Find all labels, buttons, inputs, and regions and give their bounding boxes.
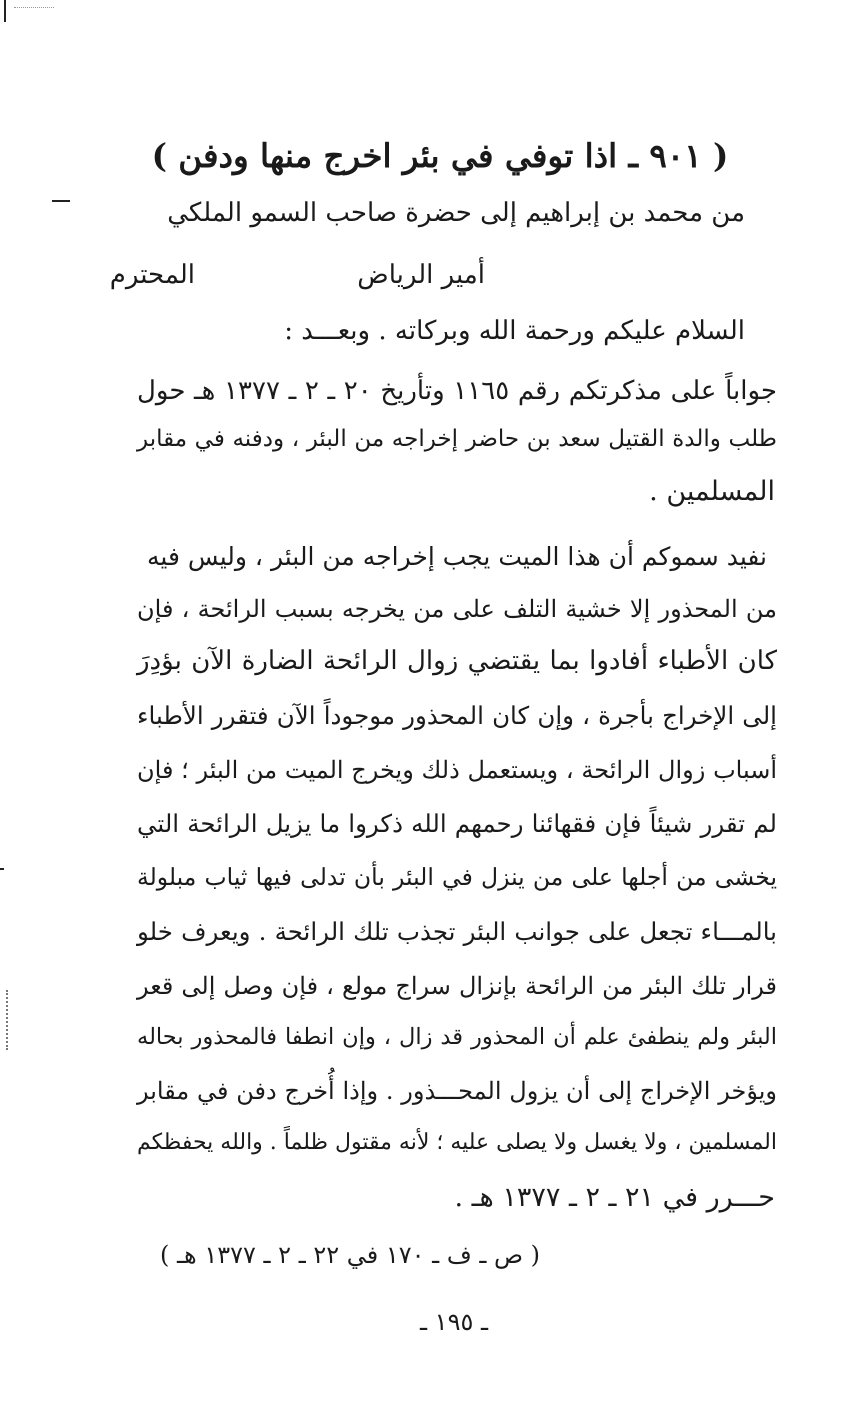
paragraph2-line: يخشى من أجلها على من ينزل في البئر بأن تدلى فيها ثياب مبلولة [137, 863, 777, 891]
left-dotted-margin [6, 990, 8, 1050]
paragraph2-line: حـــرر في ٢١ ـ ٢ ـ ١٣٧٧ هـ . [454, 1182, 775, 1213]
greeting-line: السلام عليكم ورحمة الله وبركاته . وبعـــد : [284, 316, 745, 346]
addressee-title: أمير الرياض [357, 260, 485, 290]
paragraph1-line: طلب والدة القتيل سعد بن حاضر إخراجه من البئر ، ودفنه في مقابر [137, 426, 777, 452]
paragraph1-line: جواباً على مذكرتكم رقم ١١٦٥ وتأريخ ٢٠ ـ ٢ ـ ١٣٧٧ هـ حول [137, 376, 777, 406]
paragraph2-line: المسلمين ، ولا يغسل ولا يصلى عليه ؛ لأنه مقتول ظلماً . والله يحفظكم [137, 1130, 777, 1155]
addressee-line: من محمد بن إبراهيم إلى حضرة صاحب السمو الملكي [167, 198, 745, 228]
paragraph2-line: بالمـــاء تجعل على جوانب البئر تجذب تلك الرائحة . ويعرف خلو [137, 917, 777, 946]
addressee-honorific: المحترم [109, 260, 195, 290]
paragraph2-line: البئر ولم ينطفئ علم أن المحذور قد زال ، وإن انطفا فالمحذور بحاله [137, 1024, 777, 1050]
left-margin-dash-2 [0, 868, 4, 870]
paragraph2-line: إلى الإخراج بأجرة ، وإن كان المحذور موجوداً الآن فتقرر الأطباء [137, 701, 777, 730]
top-dotted-line [14, 7, 54, 8]
paragraph1-line: المسلمين . [649, 476, 775, 507]
paragraph2-line: كان الأطباء أفادوا بما يقتضي زوال الرائحة الضارة الآن بؤدِرَ [137, 646, 777, 676]
paragraph2-line: أسباب زوال الرائحة ، ويستعمل ذلك ويخرج الميت من البئر ؛ فإن [137, 756, 777, 784]
document-title: ( ٩٠١ ـ اذا توفي في بئر اخرج منها ودفن ) [151, 136, 729, 175]
paragraph2-line: من المحذور إلا خشية التلف على من يخرجه بسبب الرائحة ، فإن [137, 595, 777, 623]
paragraph2-line: لم تقرر شيئاً فإن فقهائنا رحمهم الله ذكروا ما يزيل الرائحة التي [137, 809, 777, 838]
left-margin-dash [52, 200, 70, 202]
paragraph2-line: نفيد سموكم أن هذا الميت يجب إخراجه من البئر ، وليس فيه [147, 542, 767, 571]
top-left-corner-mark [4, 0, 6, 22]
paragraph2-line: قرار تلك البئر من الرائحة بإنزال سراج مولع ، فإن وصل إلى قعر [137, 972, 777, 1000]
reference-citation: ( ص ـ ف ـ ١٧٠ في ٢٢ ـ ٢ ـ ١٣٧٧ هـ ) [160, 1241, 541, 1269]
paragraph2-line: ويؤخر الإخراج إلى أن يزول المحـــذور . وإذا أُخرج دفن في مقابر [137, 1077, 777, 1105]
page-number: ـ ١٩٥ ـ [420, 1308, 489, 1336]
